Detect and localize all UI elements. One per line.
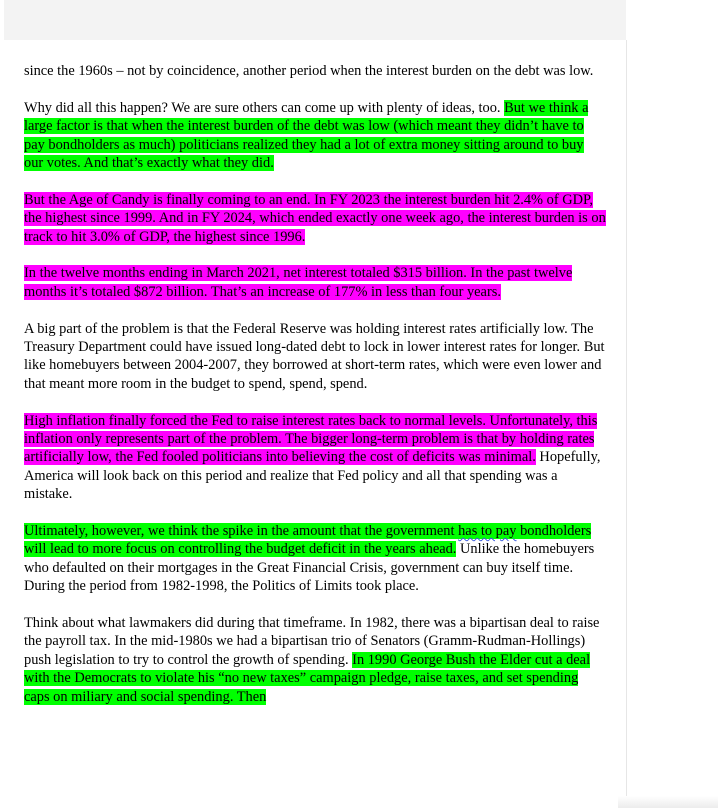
paragraph[interactable] — [24, 614, 606, 706]
text-run: since the 1960s – not by coincidence, another period when the interest burden on the debt was low. — [24, 63, 594, 79]
document-page[interactable] — [4, 40, 626, 808]
highlighted-text-green: But we think a large factor is that when the interest burden of the debt was low (which meant they didn’t have to pay bondholders as much) politicians realized they had a lot of extra money sitting around to buy our votes. And that’s exactly what they did. — [24, 99, 589, 172]
text-run: Think about what lawmakers did during that timeframe. In 1982, there was a bipartisan deal to raise the payroll tax. In the mid-1980s we had a bipartisan trio of Senators (Gramm-Rudman-Hollings) push legislation to try to control the growth of spending. — [24, 615, 600, 668]
paragraph[interactable] — [24, 62, 606, 80]
paragraph[interactable] — [24, 522, 606, 596]
paragraph[interactable] — [24, 191, 606, 246]
highlighted-text-magenta: But the Age of Candy is finally coming to an end. In FY 2023 the interest burden hit 2.4% of GDP, the highest since 1999. And in FY 2024, which ended exactly one week ago, the interest burden is on track to hit 3.0% of GDP, the highest since 1996. — [24, 191, 606, 245]
corner-shadow — [618, 796, 718, 808]
document-body[interactable] — [24, 62, 606, 725]
text-run: A big part of the problem is that the Federal Reserve was holding interest rates artificially low. The Treasury Department could have issued long-dated debt to lock in lower interest rates for longer. But like homebuyers between 2004-2007, they borrowed at short-term rates, which were even lower and that meant more room in the budget to spend, spend, spend. — [24, 320, 605, 392]
text-run: Why did all this happen? We are sure others can come up with plenty of ideas, too. — [24, 99, 505, 116]
grammar-flagged-text: has to pay — [458, 523, 517, 540]
text-run: Unlike the homebuyers who defaulted on their mortgages in the Great Financial Crisis, government can buy itself time. During the period from 1982-1998, the Politics of Limits took place. — [24, 541, 595, 595]
paragraph[interactable] — [24, 264, 606, 301]
paragraph[interactable] — [24, 412, 606, 504]
highlighted-text-green: bondholders will lead to more focus on controlling the budget deficit in the years ahead. — [24, 523, 592, 558]
window-background — [626, 0, 718, 808]
highlighted-text-green: In 1990 George Bush the Elder cut a deal with the Democrats to violate his “no new taxes” campaign pledge, raise taxes, and set spending caps on miliary and social spending. Then — [24, 651, 591, 705]
page-top-gap — [4, 0, 626, 40]
highlighted-text-green: Ultimately, however, we think the spike in the amount that the government — [24, 523, 459, 540]
highlighted-text-magenta: In the twelve months ending in March 2021, net interest totaled $315 billion. In the past twelve months it’s totaled $872 billion. That’s an increase of 177% in less than four years. — [24, 265, 573, 300]
paragraph[interactable] — [24, 99, 606, 173]
paragraph[interactable] — [24, 320, 606, 394]
highlighted-text-magenta: High inflation finally forced the Fed to raise interest rates back to normal levels. Unfortunately, this inflation only represents part of the problem. The bigger long-term problem is that by holding rates artificially low, the Fed fooled politicians into believing the cost of deficits was minimal. — [24, 412, 598, 466]
text-run: Hopefully, America will look back on this period and realize that Fed policy and all that spending was a mistake. — [24, 449, 601, 503]
